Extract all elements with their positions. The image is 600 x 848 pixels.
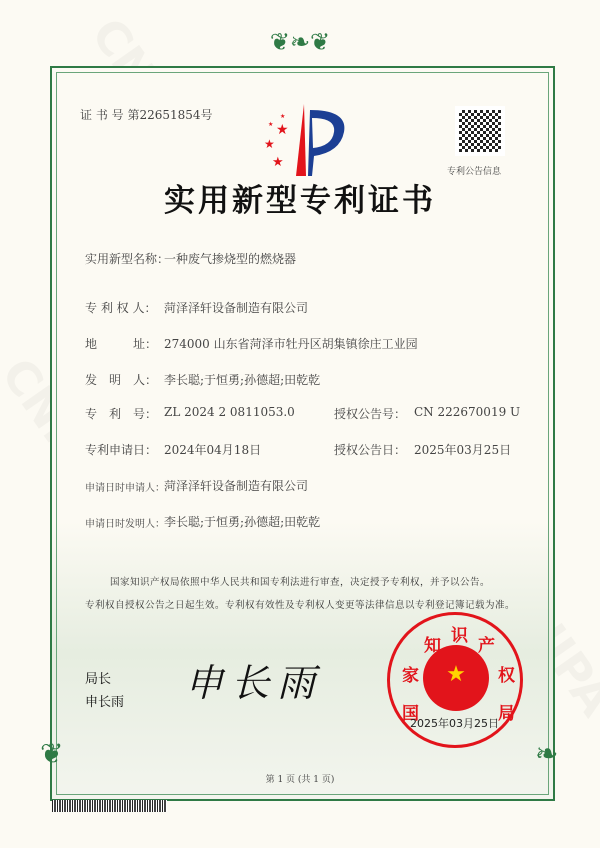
notice-line: 国家知识产权局依照中华人民共和国专利法进行审查，决定授予专利权，并予以公告。 xyxy=(109,577,490,588)
pub-date-label: 授权公告日： xyxy=(334,443,407,457)
corner-ornament: ❧ xyxy=(535,737,559,770)
svg-text:★: ★ xyxy=(272,155,284,170)
inventor-value: 李长聪;于恒勇;孙德超;田乾乾 xyxy=(164,373,321,387)
corner-ornament: ❦ xyxy=(40,737,64,770)
pub-date-value: 2025年03月25日 xyxy=(414,443,512,457)
pub-no-value: CN 222670019 U xyxy=(414,405,521,419)
barcode xyxy=(52,800,167,812)
applicant-value: 菏泽泽轩设备制造有限公司 xyxy=(164,479,309,493)
name-label: 实用新型名称： xyxy=(85,252,170,266)
page-title: 实用新型专利证书 xyxy=(164,183,436,219)
inventor-label: 发 明 人： xyxy=(85,373,158,387)
seal-date: 2025年03月25日 xyxy=(410,717,499,730)
svg-text:★: ★ xyxy=(268,121,274,128)
signer-title: 局长 xyxy=(85,672,112,687)
official-seal: ★ 国 家 知 识 产 权 局 2025年03月25日 xyxy=(387,612,523,748)
qr-caption: 专利公告信息 xyxy=(447,167,502,177)
pub-no-label: 授权公告号： xyxy=(334,407,407,421)
patent-no-value: ZL 2024 2 0811053.0 xyxy=(164,405,295,419)
app-inventor-label: 申请日时发明人： xyxy=(85,519,165,530)
signer-name: 申长雨 xyxy=(85,695,125,710)
address-value: 274000 山东省菏泽市牡丹区胡集镇徐庄工业园 xyxy=(164,337,418,351)
filing-date-value: 2024年04月18日 xyxy=(164,443,262,457)
name-value: 一种废气掺烧型的燃烧器 xyxy=(164,252,297,266)
certificate-number: 证 书 号 第22651854号 xyxy=(80,108,213,122)
owner-label: 专 利 权 人： xyxy=(85,301,157,315)
national-emblem-icon: ★ xyxy=(423,645,489,711)
notice-line: 专利权自授权公告之日起生效。专利权有效性及专利权人变更等法律信息以专利登记簿记载为准。 xyxy=(84,600,515,611)
filing-date-label: 专利申请日： xyxy=(85,443,158,457)
owner-value: 菏泽泽轩设备制造有限公司 xyxy=(164,301,309,315)
cnipa-logo xyxy=(258,104,348,176)
signature: 申长雨 xyxy=(185,661,324,705)
svg-text:★: ★ xyxy=(276,122,289,138)
top-ornament: ❦❧❦ xyxy=(269,28,331,56)
patent-no-label: 专 利 号： xyxy=(85,407,158,421)
svg-text:★: ★ xyxy=(264,137,275,151)
applicant-label: 申请日时申请人： xyxy=(85,483,165,494)
svg-text:★: ★ xyxy=(280,113,286,120)
app-inventor-value: 李长聪;于恒勇;孙德超;田乾乾 xyxy=(164,515,321,529)
page-number: 第 1 页 (共 1 页) xyxy=(265,775,335,785)
address-label: 地 址： xyxy=(85,337,158,351)
qr-code[interactable] xyxy=(455,106,505,156)
